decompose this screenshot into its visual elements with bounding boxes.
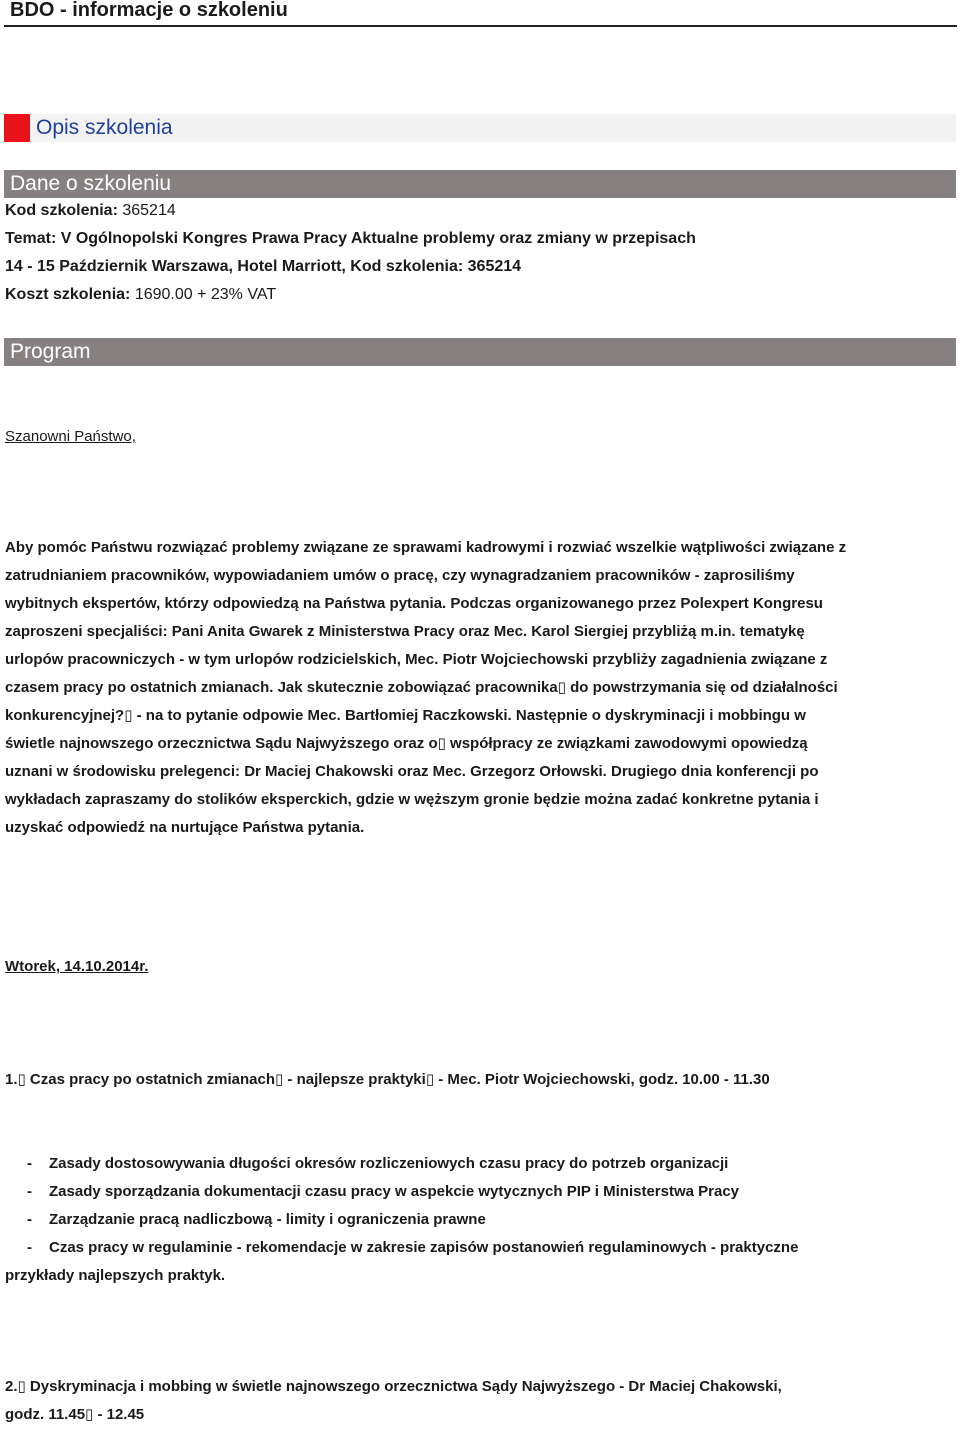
day-heading: Wtorek, 14.10.2014r. <box>5 958 149 975</box>
greeting: Szanowni Państwo, <box>5 428 136 445</box>
program-item-2-title: 2.▯ Dyskryminacja i mobbing w świetle najnowszego orzecznictwa Sądy Najwyższego - Dr Maciej Chakowski, <box>5 1378 782 1395</box>
list-item <box>5 1150 945 1178</box>
intro-line: wykładach zapraszamy do stolików eksperckich, gdzie w węższym gronie będzie można zadać konkretne pytania i <box>5 791 819 808</box>
list-item <box>5 1234 945 1262</box>
intro-line: uzyskać odpowiedź na nurtujące Państwa pytania. <box>5 819 365 836</box>
date-location-line: 14 - 15 Październik Warszawa, Hotel Marriott, Kod szkolenia: 365214 <box>5 258 522 275</box>
program-item-1-title: 1.▯ Czas pracy po ostatnich zmianach▯ - najlepsze praktyki▯ - Mec. Piotr Wojciechowski, godz. 10.00 - 11.30 <box>5 1071 770 1088</box>
dash-marker: - <box>27 1183 32 1200</box>
intro-line: wybitnych ekspertów, którzy odpowiedzą na Państwa pytania. Podczas organizowanego przez Polexpert Kongresu <box>5 595 823 612</box>
bullet-text: Czas pracy w regulaminie - rekomendacje w zakresie zapisów postanowień regulaminowych - praktyczne <box>49 1239 799 1256</box>
intro-line: urlopów pracowniczych - w tym urlopów rodzicielskich, Mec. Piotr Wojciechowski przybliży zagadnienia związane z <box>5 651 828 668</box>
intro-paragraph <box>5 534 945 842</box>
bullet-text: Zasady sporządzania dokumentacji czasu pracy w aspekcie wytycznych PIP i Ministerstwa Pracy <box>49 1183 740 1200</box>
opis-section-header <box>4 114 956 142</box>
intro-line: zaproszeni specjaliści: Pani Anita Gwarek z Ministerstwa Pracy oraz Mec. Karol Siergiej przybliżą m.in. tematykę <box>5 623 805 640</box>
list-item <box>5 1206 945 1234</box>
intro-line: uznani w środowisku prelegenci: Dr Maciej Chakowski oraz Mec. Grzegorz Orłowski. Drugiego dnia konferencji po <box>5 763 819 780</box>
page-title: BDO - informacje o szkoleniu <box>10 0 288 21</box>
koszt-value: 1690.00 + 23% VAT <box>134 286 277 303</box>
temat-label: Temat: <box>5 230 57 247</box>
kod-value: 365214 <box>122 202 176 219</box>
bullet-text: Zasady dostosowywania długości okresów rozliczeniowych czasu pracy do potrzeb organizacji <box>49 1155 729 1172</box>
intro-line: zatrudnianiem pracowników, wypowiadaniem umów o pracę, czy wynagradzaniem pracowników - zaprosiliśmy <box>5 567 795 584</box>
bullet-list <box>5 1150 945 1290</box>
temat-value: V Ogólnopolski Kongres Prawa Pracy Aktualne problemy oraz zmiany w przepisach <box>60 230 696 247</box>
red-square-icon <box>4 114 30 142</box>
list-item <box>5 1178 945 1206</box>
dash-marker: - <box>27 1155 32 1172</box>
list-item-continuation: przykłady najlepszych praktyk. <box>5 1267 226 1284</box>
temat-line <box>5 229 696 249</box>
intro-line: konkurencyjnej?▯ - na to pytanie odpowie Mec. Bartłomiej Raczkowski. Następnie o dyskryminacji i mobbingu w <box>5 707 806 724</box>
dash-marker: - <box>27 1211 32 1228</box>
dane-section-header: Dane o szkoleniu <box>4 170 956 198</box>
koszt-label: Koszt szkolenia: <box>5 286 131 303</box>
intro-line: czasem pracy po ostatnich zmianach. Jak skutecznie zobowiązać pracownika▯ do powstrzymania się od działalności <box>5 679 838 696</box>
kod-label: Kod szkolenia: <box>5 202 118 219</box>
intro-line: Aby pomóc Państwu rozwiązać problemy związane ze sprawami kadrowymi i rozwiać wszelkie wątpliwości związane z <box>5 539 847 556</box>
title-divider <box>4 25 957 27</box>
bullet-text: Zarządzanie pracą nadliczbową - limity i ograniczenia prawne <box>49 1211 486 1228</box>
intro-line: świetle najnowszego orzecznictwa Sądu Najwyższego oraz o▯ współpracy ze związkami zawodowymi opowiedzą <box>5 735 808 752</box>
dash-marker: - <box>27 1239 32 1256</box>
program-section-header: Program <box>4 338 956 366</box>
kod-line <box>5 201 176 221</box>
program-item-2-time: godz. 11.45▯ - 12.45 <box>5 1406 145 1423</box>
koszt-line <box>5 285 276 305</box>
opis-label: Opis szkolenia <box>36 116 173 139</box>
